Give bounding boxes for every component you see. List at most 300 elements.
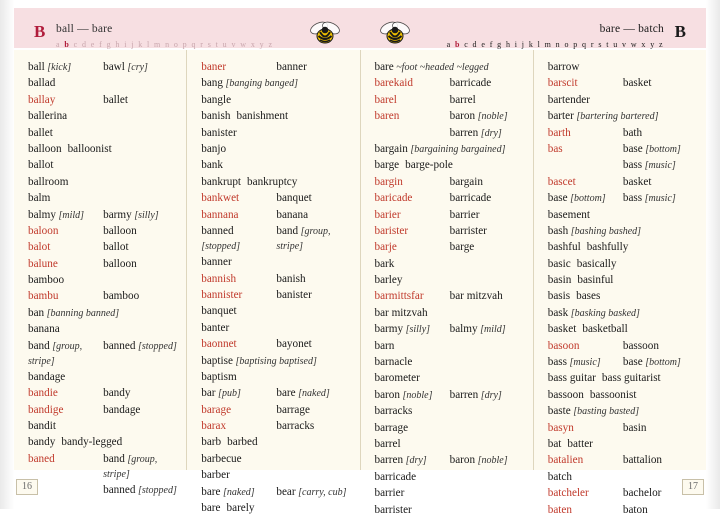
entry-row — [548, 453, 698, 468]
headword: banana — [28, 323, 60, 336]
correction-word: bath — [622, 126, 643, 139]
entry-row — [201, 175, 351, 190]
entry-row — [548, 470, 698, 485]
entry-row — [548, 224, 698, 239]
entry-row — [201, 76, 351, 91]
headword: ballot — [28, 159, 54, 172]
headword-note: [bargaining bargained] — [407, 143, 506, 155]
misspelling-word: bandige — [28, 403, 64, 416]
entry-row — [375, 76, 525, 91]
headword: bass guitar — [547, 372, 596, 385]
headword: barbecue — [201, 452, 242, 465]
entry-row — [28, 306, 178, 321]
related-word: balmy [mild] — [449, 323, 506, 336]
misspelling-word: barmittsfar — [374, 290, 424, 303]
related-word — [103, 126, 178, 141]
headword-note: [baptising baptised] — [232, 355, 317, 367]
entry-row — [28, 419, 178, 434]
headword: baptise [baptising baptised] — [201, 354, 317, 367]
entry-row — [548, 503, 698, 517]
misspelling-word: bannister — [201, 288, 243, 301]
headword: base [bottom] — [547, 192, 606, 205]
related-word — [103, 191, 178, 206]
misspelling-word: barier — [374, 208, 401, 221]
headword: basin — [547, 274, 572, 287]
headword: balloon — [28, 142, 62, 155]
correction-word: barrel — [449, 93, 476, 106]
headword: bare ~foot ~headed ~legged — [374, 61, 489, 73]
entry-row — [28, 289, 178, 304]
misspelling-word: bandie — [28, 387, 58, 400]
entry-row — [375, 93, 525, 108]
entry-row — [28, 452, 178, 482]
entry-row — [548, 437, 698, 452]
misspelling-word: baren — [374, 110, 400, 123]
headword: barrier — [374, 487, 405, 500]
headword: basis — [547, 290, 571, 303]
headword: bash [bashing bashed] — [547, 224, 642, 237]
headword — [375, 126, 450, 141]
related-word: bear [carry, cub] — [276, 485, 347, 498]
entry-row — [201, 142, 351, 157]
entry-row — [548, 421, 698, 436]
headword-note: [dry] — [403, 455, 427, 467]
headword: bang [banging banged] — [201, 77, 298, 90]
related-word: bases — [576, 290, 601, 303]
headword-note: [basting basted] — [570, 406, 640, 418]
headword: band [group, stripe] — [28, 339, 83, 367]
entry-row — [548, 208, 698, 223]
entry-row — [28, 403, 178, 418]
headword: bassoon — [547, 388, 584, 401]
entry-row — [201, 255, 351, 270]
entry-row — [201, 208, 351, 223]
entry-row — [548, 158, 698, 173]
entry-row — [28, 386, 178, 401]
misspelling-word: ballay — [28, 93, 56, 106]
running-head-left: ball — bare — [56, 23, 113, 35]
bee-icon — [308, 20, 342, 51]
entry-row — [28, 322, 178, 337]
correction-word: basket — [622, 77, 652, 90]
correction-word: barricade — [449, 192, 492, 205]
related-word: basically — [576, 257, 617, 270]
headword-note: [stopped] — [201, 240, 241, 252]
headword: basket — [547, 323, 577, 336]
correction-word: banner — [276, 61, 307, 73]
headword: banner — [201, 256, 232, 269]
headword-note: [bashing bashed] — [568, 225, 642, 237]
correction-word: bamboo — [103, 290, 140, 303]
misspelling-word: baloon — [28, 224, 59, 237]
page-left-edge — [0, 0, 14, 509]
entry-row — [375, 224, 525, 239]
related-word: bass [music] — [622, 192, 676, 205]
entry-row — [375, 240, 525, 255]
entry-row — [201, 60, 351, 75]
page-number-left: 16 — [16, 479, 38, 495]
related-word — [450, 339, 525, 354]
entry-row — [201, 224, 351, 254]
alphabet-after: c d e f g h i j k l m n o p q r s t u v w x y z — [73, 40, 274, 49]
related-word — [276, 468, 351, 483]
entry-row — [375, 355, 525, 370]
related-word: basketball — [582, 323, 628, 336]
headword: banister — [201, 126, 237, 139]
correction-word: barracks — [276, 420, 315, 433]
alphabet-before: a — [56, 40, 61, 49]
headword-note: [bartering bartered] — [573, 111, 659, 123]
entry-row — [548, 142, 698, 157]
related-word — [276, 93, 351, 108]
misspelling-word: baner — [201, 61, 227, 73]
entry-row — [201, 304, 351, 319]
misspelling-word: bas — [547, 142, 563, 155]
entry-row — [201, 272, 351, 287]
entry-row — [28, 273, 178, 288]
headword: baron [noble] — [374, 388, 433, 401]
headword: balm — [28, 192, 51, 205]
misspelling-word: barscit — [547, 77, 578, 90]
related-word-note: [noble] — [475, 455, 508, 467]
related-word — [450, 306, 525, 321]
related-word: banned [stopped] — [103, 484, 177, 497]
correction-word: basket — [622, 175, 652, 188]
entry-row — [201, 321, 351, 336]
related-word-note: [group, stripe] — [276, 225, 331, 252]
entry-row — [201, 109, 351, 124]
entry-row — [548, 289, 698, 304]
correction-word: bachelor — [622, 487, 662, 500]
headword: bamboo — [28, 274, 65, 287]
related-word — [276, 370, 351, 385]
headword — [28, 483, 103, 498]
entry-row — [28, 142, 178, 157]
entry-row — [548, 240, 698, 255]
page-header-band — [14, 8, 706, 48]
entry-row — [548, 93, 698, 108]
headword: bangle — [201, 93, 232, 106]
correction-word: banish — [276, 272, 306, 285]
entry-row — [201, 337, 351, 352]
entry-row — [548, 109, 698, 124]
headword: bartender — [547, 93, 590, 106]
related-word: bandy-legged — [61, 436, 123, 449]
correction-word: balloon — [103, 224, 137, 237]
misspelling-word: barth — [547, 126, 571, 139]
entry-row — [548, 371, 698, 386]
entry-row — [28, 126, 178, 141]
headword-note: [music] — [567, 357, 601, 369]
correction-word: barrister — [449, 224, 487, 237]
page-right-edge — [706, 0, 720, 509]
entry-row — [28, 224, 178, 239]
misspelling-word: batcheler — [547, 487, 589, 500]
headword-note: [pub] — [215, 388, 241, 400]
related-word-note: [stopped] — [135, 485, 177, 497]
headword: barricade — [374, 470, 417, 483]
correction-word: banister — [276, 288, 312, 301]
related-word: base [bottom] — [622, 356, 681, 369]
entry-row — [201, 419, 351, 434]
alphabet-before: a — [446, 40, 452, 49]
misspelling-word: baricade — [374, 192, 413, 205]
entry-row — [375, 273, 525, 288]
entry-row — [375, 175, 525, 190]
related-word — [276, 142, 351, 157]
related-word — [450, 486, 525, 501]
entry-row — [201, 435, 351, 450]
entry-row — [28, 483, 178, 498]
misspelling-word: bascet — [547, 175, 576, 188]
correction-word: bayonet — [276, 338, 312, 351]
related-word-note: [group, stripe] — [103, 453, 158, 480]
related-word — [623, 208, 698, 223]
entry-row — [548, 486, 698, 501]
misspelling-word: bargin — [374, 175, 403, 188]
entry-row — [375, 437, 525, 452]
entry-row — [375, 109, 525, 124]
correction-word: bar mitzvah — [449, 290, 503, 303]
entry-row — [548, 404, 698, 419]
entry-row — [28, 208, 178, 223]
entry-row — [548, 322, 698, 337]
entry-row — [375, 453, 525, 468]
entry-row — [28, 109, 178, 124]
bee-icon — [378, 20, 412, 51]
correction-word: baron [noble] — [449, 110, 508, 123]
correction-word: ballet — [103, 93, 128, 106]
headword-note: [kick] — [44, 62, 72, 73]
correction-word: ballot — [103, 241, 129, 254]
entry-row — [28, 158, 178, 173]
headword: baptism — [201, 370, 237, 383]
entry-row — [375, 191, 525, 206]
misspelling-word: balune — [28, 257, 58, 270]
related-word: barren [dry] — [449, 388, 502, 401]
entry-row — [28, 191, 178, 206]
entry-row — [375, 306, 525, 321]
related-word-note: [noble] — [475, 111, 508, 123]
misspelling-word: barage — [201, 403, 232, 416]
related-word — [450, 404, 525, 419]
headword: ballroom — [28, 175, 69, 188]
headword: bandage — [28, 370, 66, 383]
misspelling-word: batalien — [547, 454, 584, 467]
headword: basic — [547, 257, 571, 270]
related-word — [450, 371, 525, 386]
entry-row — [375, 421, 525, 436]
entry-row — [375, 257, 525, 272]
correction-word: band [group, stripe] — [103, 452, 158, 480]
related-word — [276, 452, 351, 467]
entry-row — [375, 503, 525, 517]
headword-note: [naked] — [220, 486, 255, 498]
related-word: balloonist — [67, 142, 112, 155]
related-word: baron [noble] — [449, 454, 508, 467]
headword: bashful — [547, 241, 581, 254]
headword: bass [music] — [547, 356, 601, 369]
related-word: barbed — [227, 436, 258, 449]
entry-row — [201, 370, 351, 385]
related-word — [450, 503, 525, 517]
entry-row — [201, 191, 351, 206]
headword: bargain [bargaining bargained] — [374, 142, 506, 155]
misspelling-word: baten — [547, 503, 572, 516]
entry-row — [548, 355, 698, 370]
related-word — [103, 109, 178, 124]
entry-row — [548, 126, 698, 141]
related-word — [450, 273, 525, 288]
headword: bare [naked] — [201, 485, 255, 498]
entry-row — [548, 175, 698, 190]
alphabet-current: b — [454, 40, 461, 49]
entry-row — [201, 126, 351, 141]
column-2 — [186, 50, 359, 515]
headword — [548, 158, 623, 173]
entry-row — [28, 175, 178, 190]
correction-word: balloon — [103, 257, 137, 270]
entry-row — [28, 257, 178, 272]
alphabet-current: b — [64, 40, 71, 49]
related-word-note: [naked] — [295, 388, 330, 400]
entry-row — [375, 404, 525, 419]
entry-row — [201, 485, 351, 500]
headword: barmy [silly] — [374, 323, 431, 336]
headword-note: [banning banned] — [44, 307, 120, 319]
headword: barber — [201, 469, 230, 482]
related-word — [103, 370, 178, 385]
entry-row — [201, 158, 351, 173]
related-word-note: [music] — [642, 160, 676, 172]
column-3 — [360, 50, 533, 516]
related-word-note: [music] — [642, 193, 676, 205]
misspelling-word: bambu — [28, 290, 59, 303]
headword: banjo — [201, 142, 227, 155]
entry-row — [201, 452, 351, 467]
headword: bare — [201, 502, 221, 515]
alphabet-index-right — [447, 40, 664, 49]
correction-word: barricade — [449, 77, 492, 90]
headword: barrage — [374, 421, 409, 434]
headword: barrister — [374, 503, 412, 516]
related-word — [103, 158, 178, 173]
related-word-note: [silly] — [131, 209, 159, 221]
headword-note: ~foot ~headed ~legged — [393, 62, 489, 73]
headword: barometer — [374, 372, 420, 385]
misspelling-word: basoon — [547, 339, 580, 352]
related-word — [276, 126, 351, 141]
correction-word: battalion — [622, 454, 663, 467]
headword: ban [banning banned] — [28, 306, 120, 319]
headword: banish — [201, 110, 231, 123]
headword-note: [mild] — [55, 209, 85, 221]
headword: basement — [547, 208, 590, 221]
misspelling-word: bannish — [201, 272, 237, 285]
misspelling-word: bankwet — [201, 192, 240, 205]
entry-row — [375, 158, 525, 173]
related-word: bassoonist — [589, 388, 637, 401]
headword-note: [banging banged] — [223, 78, 298, 90]
entry-row — [28, 370, 178, 385]
entry-row — [375, 126, 525, 141]
headword: barn — [374, 339, 395, 352]
related-word: bashfully — [586, 241, 629, 254]
headword: banquet — [201, 305, 237, 318]
entry-row — [375, 60, 525, 75]
misspelling-word: barel — [374, 93, 397, 106]
related-word — [276, 255, 351, 270]
page-number-right: 17 — [682, 479, 704, 495]
related-word: barren [dry] — [449, 126, 502, 139]
related-word: barge-pole — [405, 159, 453, 172]
headword: barley — [374, 274, 403, 287]
headword: bank — [201, 159, 223, 172]
entry-row — [201, 501, 351, 516]
headword: barnacle — [374, 356, 413, 369]
entry-row — [548, 76, 698, 91]
misspelling-word: barje — [374, 241, 397, 254]
entry-row — [201, 93, 351, 108]
related-word — [276, 158, 351, 173]
entry-row — [375, 486, 525, 501]
letter-tab-left: B — [34, 22, 46, 41]
related-word: bawl [cry] — [103, 61, 148, 73]
headword-note: [silly] — [403, 324, 431, 336]
headword: barrel — [374, 437, 401, 450]
entry-row — [548, 388, 698, 403]
related-word — [276, 321, 351, 336]
misspelling-word: balot — [28, 241, 51, 254]
headword: bar [pub] — [201, 387, 241, 400]
entry-row — [548, 339, 698, 354]
related-word-note: [dry] — [478, 389, 502, 401]
entry-row — [28, 60, 178, 75]
misspelling-word: bannana — [201, 208, 239, 221]
related-word-note: [stopped] — [135, 340, 177, 352]
headword: ball [kick] — [28, 61, 72, 73]
correction-word: banquet — [276, 192, 312, 205]
related-word — [103, 76, 178, 91]
related-word: bankruptcy — [247, 175, 298, 188]
headword: balmy [mild] — [28, 208, 85, 221]
correction-word: basin — [622, 421, 647, 434]
related-word-note: [mild] — [477, 324, 506, 336]
headword: bark — [374, 257, 395, 270]
related-word-note: [cry] — [124, 62, 148, 73]
headword: bat — [547, 437, 562, 450]
headword: bask [basking basked] — [547, 306, 640, 319]
correction-word: barge — [449, 241, 475, 254]
related-word — [103, 322, 178, 337]
related-word — [450, 437, 525, 452]
entry-row — [375, 142, 525, 157]
related-word-note: [bottom] — [642, 357, 681, 369]
related-word: bass guitarist — [601, 372, 661, 385]
correction-word: barrier — [449, 208, 480, 221]
related-word — [450, 470, 525, 485]
entry-row — [375, 322, 525, 337]
related-word — [450, 421, 525, 436]
entry-row — [375, 388, 525, 403]
running-head-right: bare — batch — [599, 23, 664, 35]
misspelling-word: basyn — [547, 421, 574, 434]
entry-row — [375, 339, 525, 354]
correction-word: bassoon — [622, 339, 659, 352]
headword: bandy — [28, 436, 56, 449]
correction-word: bargain — [449, 175, 483, 188]
headword-note: [basking basked] — [568, 307, 640, 319]
